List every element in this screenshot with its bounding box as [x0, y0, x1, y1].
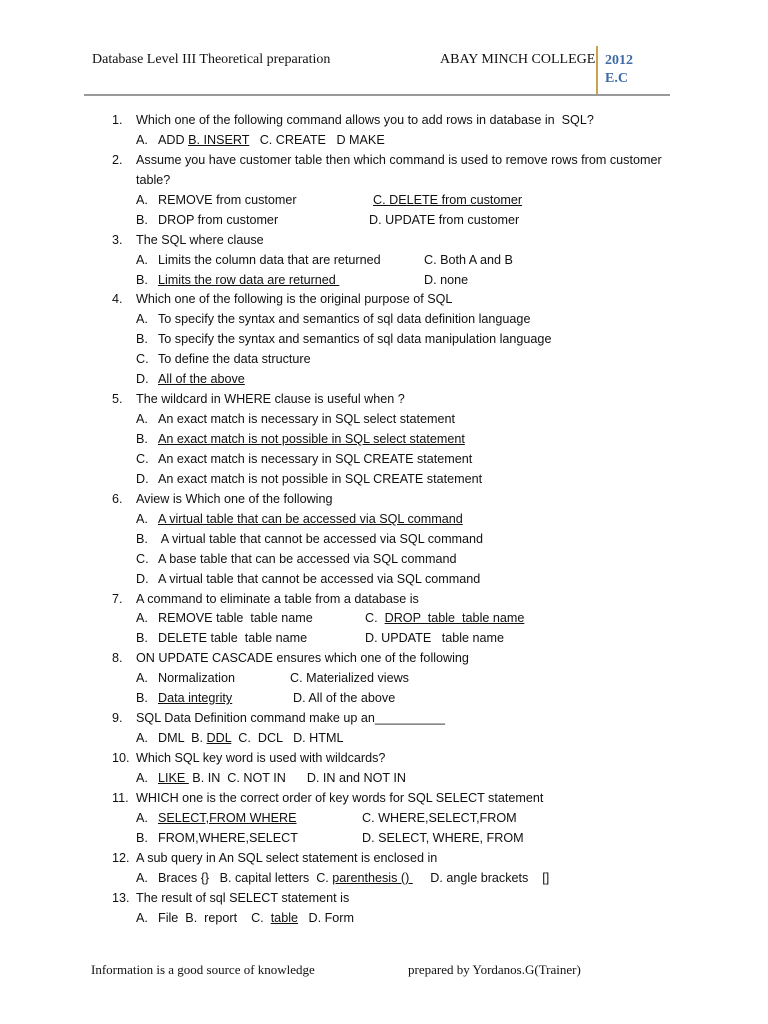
question-number: 6. [112, 491, 123, 506]
header-title: Database Level III Theoretical preparation [92, 52, 331, 67]
answer-row [112, 251, 712, 271]
option-text: An exact match is necessary in SQL select statement [158, 412, 456, 427]
question-number: 12. [112, 850, 130, 865]
correct-answer: SELECT,FROM WHERE [158, 810, 297, 825]
question-number: 8. [112, 651, 123, 666]
option-text: D. angle brackets [] [412, 870, 550, 885]
correct-answer: C. DELETE from customer [373, 192, 523, 207]
question-text: The SQL where clause [136, 232, 264, 247]
option-letter: A. [136, 252, 148, 267]
question-text: table? [136, 172, 171, 187]
answer-row [112, 211, 712, 231]
answer-row [112, 410, 712, 430]
question-13 [112, 889, 712, 909]
option-letter: C. [136, 551, 149, 566]
question-text: SQL Data Definition command make up an__________ [136, 711, 445, 726]
option-text: Limits the column data that are returned [158, 252, 381, 267]
option-text: D. All of the above [293, 691, 396, 706]
option-text: Normalization [158, 671, 235, 686]
question-7 [112, 590, 712, 610]
option-letter: B. [136, 691, 148, 706]
question-number: 3. [112, 232, 123, 247]
answer-row [112, 570, 712, 590]
option-text: C. WHERE,SELECT,FROM [362, 810, 517, 825]
correct-answer: All of the above [158, 372, 245, 387]
header-year [605, 52, 633, 88]
option-text: A virtual table that cannot be accessed via SQL command [158, 571, 481, 586]
correct-answer: Limits the row data are returned [158, 272, 340, 287]
option-letter: A. [136, 671, 148, 686]
option-text: To define the data structure [158, 352, 311, 367]
option-text: REMOVE table table name [158, 611, 313, 626]
option-text: File B. report C. [158, 910, 271, 925]
option-letter: B. [136, 531, 148, 546]
option-text: D. Form [298, 910, 354, 925]
header-college: ABAY MINCH COLLEGE [440, 52, 596, 67]
answer-row [112, 330, 712, 350]
option-letter: B. [136, 272, 148, 287]
option-text: C. DCL D. HTML [231, 731, 344, 746]
option-letter: A. [136, 770, 148, 785]
answer-row [112, 909, 712, 929]
option-letter: A. [136, 910, 148, 925]
answer-row [112, 609, 712, 629]
option-letter: C. [136, 352, 149, 367]
question-3 [112, 231, 712, 251]
option-letter: D. [136, 372, 149, 387]
option-text: FROM,WHERE,SELECT [158, 830, 298, 845]
option-text: REMOVE from customer [158, 192, 297, 207]
option-text: A virtual table that cannot be accessed via SQL command [158, 531, 484, 546]
answer-row [112, 629, 712, 649]
answer-row [112, 669, 712, 689]
option-letter: B. [136, 631, 148, 646]
question-number: 9. [112, 711, 123, 726]
option-text: A base table that can be accessed via SQL command [158, 551, 457, 566]
answer-row [112, 510, 712, 530]
option-letter: D. [136, 571, 149, 586]
option-text: D. none [424, 272, 469, 287]
question-text: WHICH one is the correct order of key words for SQL SELECT statement [136, 790, 544, 805]
question-text: A sub query in An SQL select statement is enclosed in [136, 850, 438, 865]
question-text: ON UPDATE CASCADE ensures which one of the following [136, 651, 469, 666]
correct-answer: LIKE [158, 770, 189, 785]
option-text: B. IN C. NOT IN D. IN and NOT IN [188, 770, 406, 785]
answer-row [112, 869, 712, 889]
option-letter: A. [136, 132, 148, 147]
header-divider-vertical [596, 46, 598, 96]
question-text: Assume you have customer table then which command is used to remove rows from customer [136, 152, 662, 167]
answer-row [112, 450, 712, 470]
option-text: ADD [158, 132, 185, 147]
question-number: 7. [112, 591, 123, 606]
answer-row [112, 530, 712, 550]
answer-row [112, 470, 712, 490]
option-letter: A. [136, 810, 148, 825]
option-text: An exact match is necessary in SQL CREATE statement [158, 451, 473, 466]
option-letter: D. [136, 471, 149, 486]
question-12 [112, 849, 712, 869]
option-text: An exact match is not possible in SQL CREATE statement [158, 471, 483, 486]
question-number: 5. [112, 392, 123, 407]
answer-row [112, 430, 712, 450]
correct-answer: A virtual table that can be accessed via SQL command [158, 511, 463, 526]
option-text: C. Both A and B [424, 252, 513, 267]
option-text: D. UPDATE from customer [369, 212, 520, 227]
question-number: 10. [112, 751, 130, 765]
answer-row [112, 370, 712, 390]
question-text: The wildcard in WHERE clause is useful when ? [136, 392, 405, 407]
question-number: 11. [112, 790, 129, 805]
option-text: C. Materialized views [290, 671, 409, 686]
option-letter: A. [136, 192, 148, 207]
correct-answer: parenthesis () [332, 870, 413, 885]
question-1 [112, 111, 712, 131]
header-rule [84, 94, 670, 96]
question-list [112, 111, 712, 928]
correct-answer: An exact match is not possible in SQL select statement [158, 432, 465, 446]
answer-row [112, 689, 712, 709]
question-text: Which one of the following is the original purpose of SQL [136, 292, 453, 307]
answer-row [112, 769, 712, 789]
option-text: DROP from customer [158, 212, 279, 227]
question-continuation [112, 171, 712, 191]
correct-answer: B. INSERT [188, 132, 250, 147]
answer-row [112, 271, 712, 291]
footer-left: Information is a good source of knowledge [91, 962, 315, 977]
answer-row [112, 350, 712, 370]
question-4 [112, 290, 712, 310]
option-letter: A. [136, 731, 148, 746]
question-10 [112, 749, 712, 769]
answer-row [112, 310, 712, 330]
option-letter: B. [136, 212, 148, 227]
question-text: A command to eliminate a table from a database is [136, 591, 419, 606]
option-letter: B. [136, 332, 148, 347]
correct-answer: table [270, 910, 298, 925]
question-9 [112, 709, 712, 729]
option-text: D. UPDATE table name [365, 631, 505, 646]
correct-answer: Data integrity [158, 691, 233, 706]
answer-row [112, 809, 712, 829]
header-year-number: 2012 [605, 53, 633, 68]
correct-answer: DDL [206, 731, 232, 746]
question-number: 2. [112, 152, 123, 167]
question-text: The result of sql SELECT statement is [136, 890, 350, 905]
option-text: DELETE table table name [158, 631, 308, 646]
question-text: Which one of the following command allows you to add rows in database in SQL? [136, 113, 594, 127]
question-text: Which SQL key word is used with wildcards? [136, 751, 386, 765]
option-text: C. [365, 611, 385, 626]
footer-right: prepared by Yordanos.G(Trainer) [408, 962, 581, 977]
question-text: Aview is Which one of the following [136, 491, 333, 506]
question-6 [112, 490, 712, 510]
header-year-era: E.C [605, 71, 628, 86]
option-text: C. CREATE D MAKE [249, 132, 385, 147]
option-letter: C. [136, 451, 149, 466]
option-letter: A. [136, 870, 148, 885]
question-number: 13. [112, 890, 130, 905]
option-text: D. SELECT, WHERE, FROM [362, 830, 524, 845]
question-5 [112, 390, 712, 410]
answer-row [112, 131, 712, 151]
option-text: DML B. [158, 731, 207, 746]
question-2 [112, 151, 712, 171]
answer-row [112, 191, 712, 211]
option-text: Braces {} B. capital letters C. [158, 870, 333, 885]
option-letter: B. [136, 432, 148, 446]
answer-row [112, 729, 712, 749]
option-text: To specify the syntax and semantics of sql data manipulation language [158, 332, 552, 347]
correct-answer: DROP table table name [384, 611, 525, 626]
option-letter: A. [136, 611, 148, 626]
question-8 [112, 649, 712, 669]
question-11 [112, 789, 712, 809]
answer-row [112, 550, 712, 570]
option-letter: A. [136, 511, 148, 526]
question-number: 1. [112, 113, 123, 127]
option-letter: A. [136, 412, 148, 427]
option-letter: A. [136, 312, 148, 327]
answer-row [112, 829, 712, 849]
option-text: To specify the syntax and semantics of sql data definition language [158, 312, 531, 327]
option-letter: B. [136, 830, 148, 845]
question-number: 4. [112, 292, 123, 307]
